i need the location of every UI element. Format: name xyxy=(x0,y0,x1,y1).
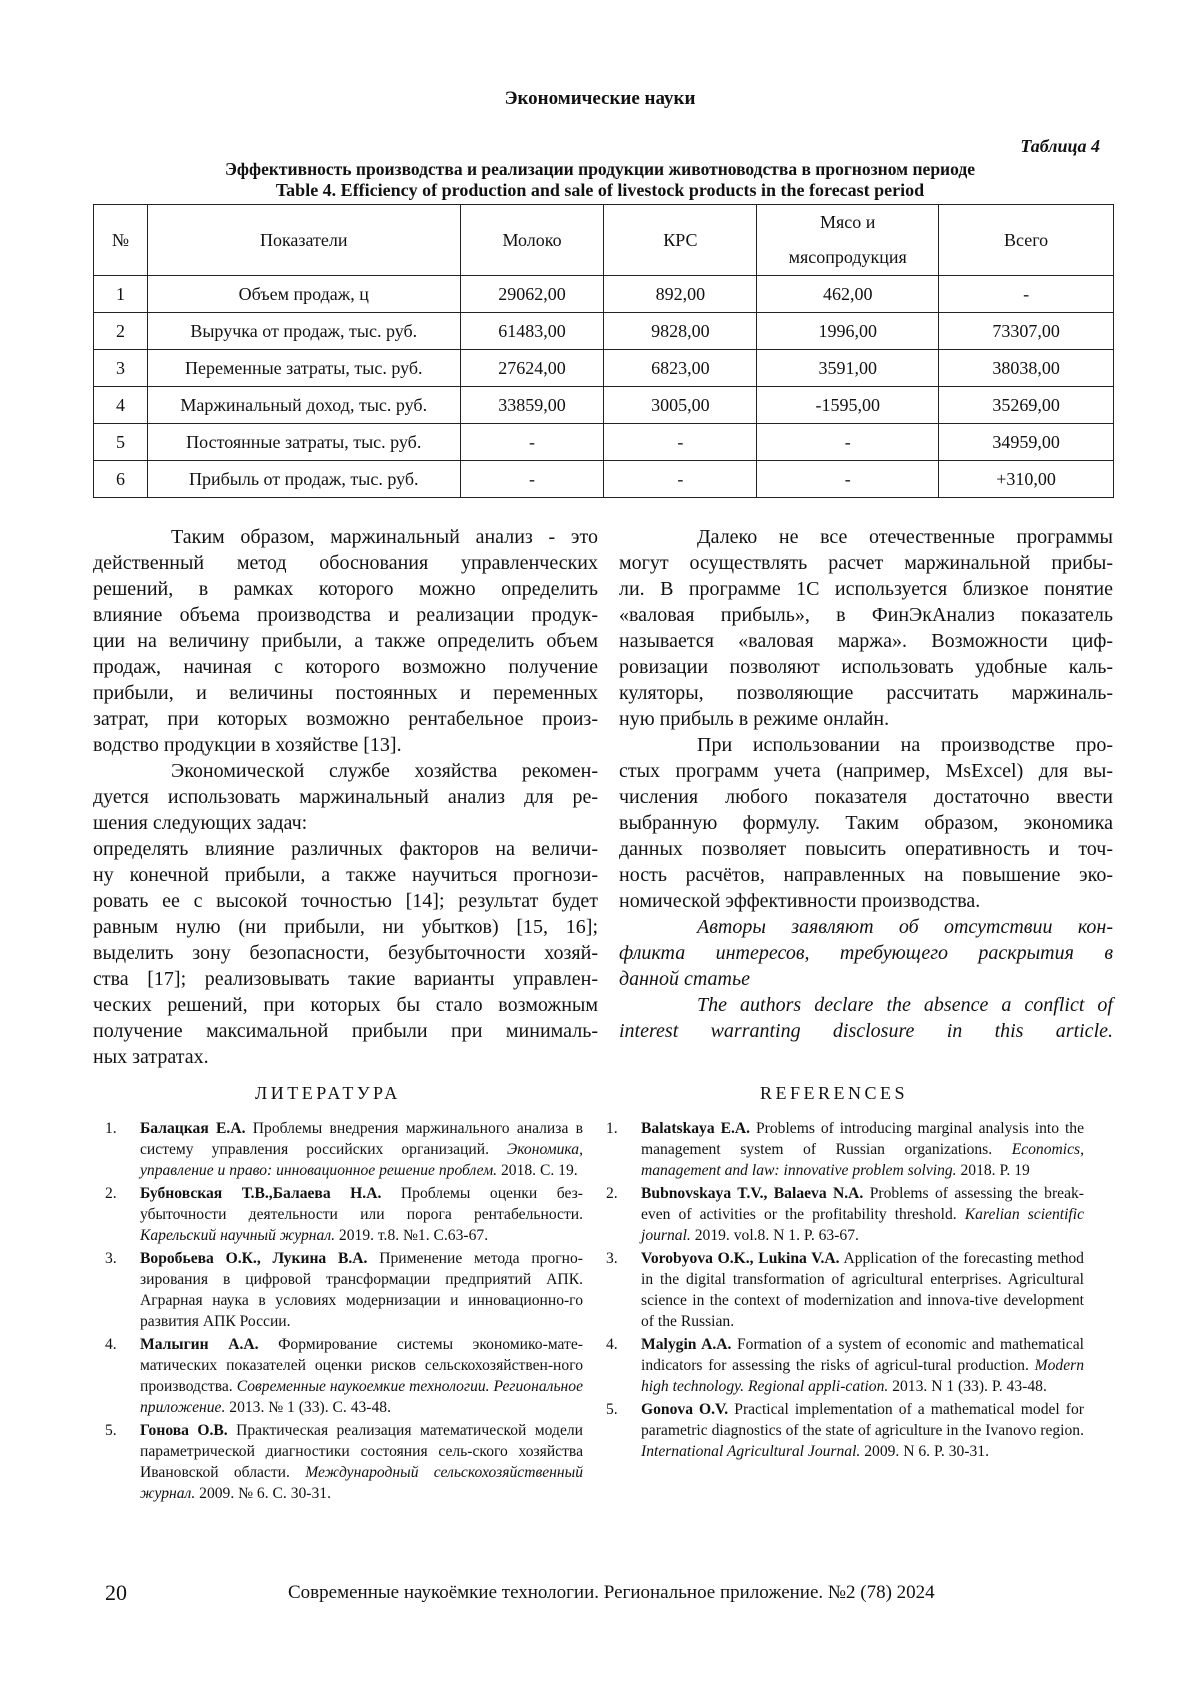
table-cell: 3591,00 xyxy=(757,350,939,387)
header-indicator: Показатели xyxy=(147,205,460,276)
reference-title: Формирование системы экономико-мате-матических показателей оценки рисков сельскохозяйствен-ного производства. xyxy=(140,1336,583,1395)
reference-number: 1. xyxy=(606,1120,618,1137)
table-cell: 2 xyxy=(94,313,148,350)
reference-title: Практическая реализация математической модели параметрической диагностики состояния сель-ского хозяйства Ивановской области. xyxy=(140,1422,583,1481)
table-row xyxy=(94,350,1114,387)
table-header-row xyxy=(94,205,1114,276)
header-meat-line1: Мясо и xyxy=(820,212,876,232)
table-row xyxy=(94,276,1114,313)
table-title-ru: Эффективность производства и реализации продукции животноводства в прогнозном периоде xyxy=(225,159,975,179)
running-title: Экономические науки xyxy=(504,88,696,109)
reference-item xyxy=(105,1118,583,1181)
reference-item xyxy=(105,1248,583,1332)
reference-details: 2018. С. 19. xyxy=(500,1162,578,1179)
text-line: равным нулю (ни прибыли, ни убытков) [15, 16]; xyxy=(93,916,598,938)
table-cell: - xyxy=(939,276,1114,313)
body-column-right xyxy=(619,524,1113,1044)
text-line: данных позволяет повысить оперативность и точ- xyxy=(619,838,1113,860)
reference-source: Карельский научный журнал. xyxy=(140,1227,336,1244)
reference-details: 2013. N 1 (33). P. 43-48. xyxy=(892,1378,1047,1395)
reference-item xyxy=(606,1399,1084,1462)
table-cell: 35269,00 xyxy=(939,387,1114,424)
table-row xyxy=(94,387,1114,424)
page-number: 20 xyxy=(105,1580,127,1605)
reference-item xyxy=(606,1183,1084,1246)
reference-number: 4. xyxy=(105,1336,117,1353)
table-cell: - xyxy=(757,461,939,498)
efficiency-table xyxy=(93,204,1114,498)
table-cell: 1996,00 xyxy=(757,313,939,350)
references-list-ru xyxy=(105,1118,583,1506)
reference-title: Formation of a system of economic and mathematical indicators for assessing the risks of agricul-tural production. xyxy=(641,1336,1084,1374)
table-cell: Объем продаж, ц xyxy=(147,276,460,313)
table-cell: 73307,00 xyxy=(939,313,1114,350)
reference-item xyxy=(105,1420,583,1504)
reference-title: Проблемы внедрения маржинального анализа в систему управления российских организаций. xyxy=(140,1120,583,1158)
reference-number: 2. xyxy=(606,1185,618,1202)
text-line: шения следующих задач: xyxy=(93,812,308,834)
header-meat xyxy=(757,205,939,276)
table-cell: +310,00 xyxy=(939,461,1114,498)
reference-authors: Балацкая Е.А. xyxy=(140,1120,246,1137)
header-cattle: КРС xyxy=(604,205,757,276)
reference-title: Problems of introducing marginal analysis into the management system of Russian organizations. xyxy=(641,1120,1085,1158)
journal-footer: Современные наукоёмкие технологии. Региональное приложение. №2 (78) 2024 xyxy=(288,1582,935,1603)
text-line: прибыли, и величины постоянных и переменных xyxy=(93,682,598,704)
reference-authors: Vorobyova O.K., Lukina V.A. xyxy=(641,1250,840,1267)
reference-source: Современные наукоемкие технологии. Региональное приложение. xyxy=(140,1378,583,1416)
table-cell: - xyxy=(460,461,604,498)
text-line: Таким образом, маржинальный анализ - это xyxy=(171,526,598,548)
table-cell: 27624,00 xyxy=(460,350,604,387)
reference-item xyxy=(606,1118,1084,1181)
references-list-en xyxy=(606,1118,1084,1464)
text-line: данной статье xyxy=(619,968,750,990)
reference-source: Karelian scientific journal. xyxy=(641,1206,1085,1244)
reference-authors: Balatskaya E.A. xyxy=(641,1120,751,1137)
table-cell: 4 xyxy=(94,387,148,424)
table-cell: 61483,00 xyxy=(460,313,604,350)
references-heading-ru: ЛИТЕРАТУРА xyxy=(255,1083,401,1103)
table-row xyxy=(94,424,1114,461)
table-cell: 9828,00 xyxy=(604,313,757,350)
table-row xyxy=(94,313,1114,350)
text-line: числения любого показателя достаточно ввести xyxy=(619,786,1113,808)
table-cell: 3 xyxy=(94,350,148,387)
reference-details: 2019. т.8. №1. С.63-67. xyxy=(338,1227,489,1244)
table-cell: - xyxy=(460,424,604,461)
reference-number: 2. xyxy=(105,1185,117,1202)
table-cell: - xyxy=(604,424,757,461)
table-label: Таблица 4 xyxy=(1020,136,1100,156)
text-line: решений, в рамках которого можно определить xyxy=(93,578,598,600)
reference-details: 2009. N 6. P. 30-31. xyxy=(864,1443,989,1460)
reference-number: 5. xyxy=(606,1401,618,1418)
text-line: действенный метод обоснования управленческих xyxy=(93,552,598,574)
table-cell: 38038,00 xyxy=(939,350,1114,387)
body-column-left xyxy=(93,524,598,1070)
table-cell: Переменные затраты, тыс. руб. xyxy=(147,350,460,387)
table-cell: 34959,00 xyxy=(939,424,1114,461)
text-line: определять влияние различных факторов на величи- xyxy=(93,838,598,860)
reference-authors: Bubnovskaya T.V., Balaeva N.A. xyxy=(641,1185,864,1202)
header-meat-line2: мясопродукция xyxy=(788,247,907,267)
text-line: ровать ее с высокой точностью [14]; результат будет xyxy=(93,890,598,912)
reference-authors: Воробьева О.К., Лукина В.А. xyxy=(140,1250,368,1267)
text-line: стых программ учета (например, MsExcel) для вы- xyxy=(619,760,1113,782)
text-line: ли. В программе 1С используется близкое понятие xyxy=(619,578,1113,600)
text-line: При использовании на производстве про- xyxy=(697,734,1113,756)
table-row xyxy=(94,461,1114,498)
text-line: выделить зону безопасности, безубыточности хозяй- xyxy=(93,942,598,964)
table-cell: - xyxy=(757,424,939,461)
text-line: ства [17]; реализовывать такие варианты управлен- xyxy=(93,968,598,990)
paragraph xyxy=(93,524,598,550)
text-line: Экономической службе хозяйства рекомен- xyxy=(171,760,598,782)
reference-number: 4. xyxy=(606,1336,618,1353)
table-cell: 892,00 xyxy=(604,276,757,313)
reference-authors: Gonova O.V. xyxy=(641,1401,729,1418)
text-line: номической эффективности производства. xyxy=(619,890,981,912)
reference-details: 2018. P. 19 xyxy=(960,1162,1030,1179)
table-cell: 462,00 xyxy=(757,276,939,313)
reference-item xyxy=(105,1183,583,1246)
header-milk: Молоко xyxy=(460,205,604,276)
table-cell: 33859,00 xyxy=(460,387,604,424)
reference-number: 5. xyxy=(105,1422,117,1439)
text-line: Далеко не все отечественные программы xyxy=(697,526,1113,548)
table-cell: Прибыль от продаж, тыс. руб. xyxy=(147,461,460,498)
table-cell: Выручка от продаж, тыс. руб. xyxy=(147,313,460,350)
reference-authors: Malygin A.A. xyxy=(641,1336,732,1353)
reference-authors: Бубновская Т.В.,Балаева Н.А. xyxy=(140,1185,382,1202)
table-cell: 5 xyxy=(94,424,148,461)
reference-title: Проблемы оценки без-убыточности деятельности или порога рентабельности. xyxy=(140,1185,583,1223)
references-heading-en: REFERENCES xyxy=(760,1083,909,1103)
table-cell: Маржинальный доход, тыс. руб. xyxy=(147,387,460,424)
reference-title: Problems of assessing the break-even of activities or the profitability threshold. xyxy=(641,1185,1084,1223)
reference-authors: Гонова О.В. xyxy=(140,1422,228,1439)
text-line: ции на величину прибыли, а также определить объем xyxy=(93,630,598,652)
text-line: фликта интересов, требующего раскрытия в xyxy=(619,942,1113,964)
reference-title: Применение метода прогно-зирования в цифровой трансформации предприятий АПК. Аграрная наука в условиях модернизации и инновационно-го развития АПК России. xyxy=(140,1250,584,1330)
text-line: «валовая прибыль», в ФинЭкАнализ показатель xyxy=(619,604,1113,626)
reference-title: Practical implementation of a mathematical model for parametric diagnostics of the state of agriculture in the Ivanovo region. xyxy=(641,1401,1084,1439)
text-line: Авторы заявляют об отсутствии кон- xyxy=(697,916,1113,938)
reference-details: 2013. № 1 (33). С. 43-48. xyxy=(229,1399,391,1416)
reference-number: 1. xyxy=(105,1120,117,1137)
reference-source: Economics, management and law: innovative problem solving. xyxy=(641,1141,1085,1179)
text-line: куляторы, позволяющие рассчитать маржиналь- xyxy=(619,682,1113,704)
text-line: ную прибыль в режиме онлайн. xyxy=(619,708,890,730)
table-cell: 1 xyxy=(94,276,148,313)
text-line: The authors declare the absence a conflict of xyxy=(697,994,1113,1016)
reference-item xyxy=(606,1248,1084,1332)
table-cell: -1595,00 xyxy=(757,387,939,424)
reference-item xyxy=(105,1334,583,1418)
text-line: ческих решений, при которых бы стало возможным xyxy=(93,994,598,1016)
reference-item xyxy=(606,1334,1084,1397)
text-line: затрат, при которых возможно рентабельное произ- xyxy=(93,708,598,730)
table-title-en: Table 4. Efficiency of production and sale of livestock products in the forecast period xyxy=(275,180,925,200)
header-total: Всего xyxy=(939,205,1114,276)
reference-source: Международный сельскохозяйственный журнал. xyxy=(140,1464,583,1502)
text-line: ность расчётов, направленных на повышение эко- xyxy=(619,864,1113,886)
text-line: могут осуществлять расчет маржинальной прибы- xyxy=(619,552,1113,574)
reference-number: 3. xyxy=(606,1250,618,1267)
text-line: ровизации позволяют использовать удобные каль- xyxy=(619,656,1113,678)
reference-details: 2009. № 6. С. 30-31. xyxy=(199,1485,331,1502)
table-cell: 6 xyxy=(94,461,148,498)
reference-number: 3. xyxy=(105,1250,117,1267)
table-cell: 3005,00 xyxy=(604,387,757,424)
table-cell: 29062,00 xyxy=(460,276,604,313)
reference-title: Application of the forecasting method in the digital transformation of agricultural enterprises. Agricultural science in the context of modernization and innova-tive development of the Russian. xyxy=(641,1250,1084,1330)
text-line: выбранную формулу. Таким образом, экономика xyxy=(619,812,1113,834)
text-line: водство продукции в хозяйстве [13]. xyxy=(93,734,402,756)
text-line: ну конечной прибыли, а также научиться прогнози- xyxy=(93,864,598,886)
table-cell: 6823,00 xyxy=(604,350,757,387)
reference-source: Экономика, управление и право: инновационное решение проблем. xyxy=(140,1141,583,1179)
text-line: влияние объема производства и реализации продук- xyxy=(93,604,598,626)
text-line: дуется использовать маржинальный анализ для ре- xyxy=(93,786,598,808)
reference-source: Modern high technology. Regional appli-cation. xyxy=(641,1357,1084,1395)
table-cell: - xyxy=(604,461,757,498)
text-line: interest warranting disclosure in this article. xyxy=(619,1020,1113,1042)
reference-source: International Agricultural Journal. xyxy=(641,1443,861,1460)
reference-details: 2019. vol.8. N 1. P. 63-67. xyxy=(694,1227,859,1244)
reference-authors: Малыгин А.А. xyxy=(140,1336,259,1353)
text-line: продаж, начиная с которого возможно получение xyxy=(93,656,598,678)
table-cell: Постоянные затраты, тыс. руб. xyxy=(147,424,460,461)
header-number: № xyxy=(94,205,148,276)
text-line: получение максимальной прибыли при минималь- xyxy=(93,1020,598,1042)
text-line: ных затратах. xyxy=(93,1046,209,1068)
text-line: называется «валовая маржа». Возможности циф- xyxy=(619,630,1113,652)
